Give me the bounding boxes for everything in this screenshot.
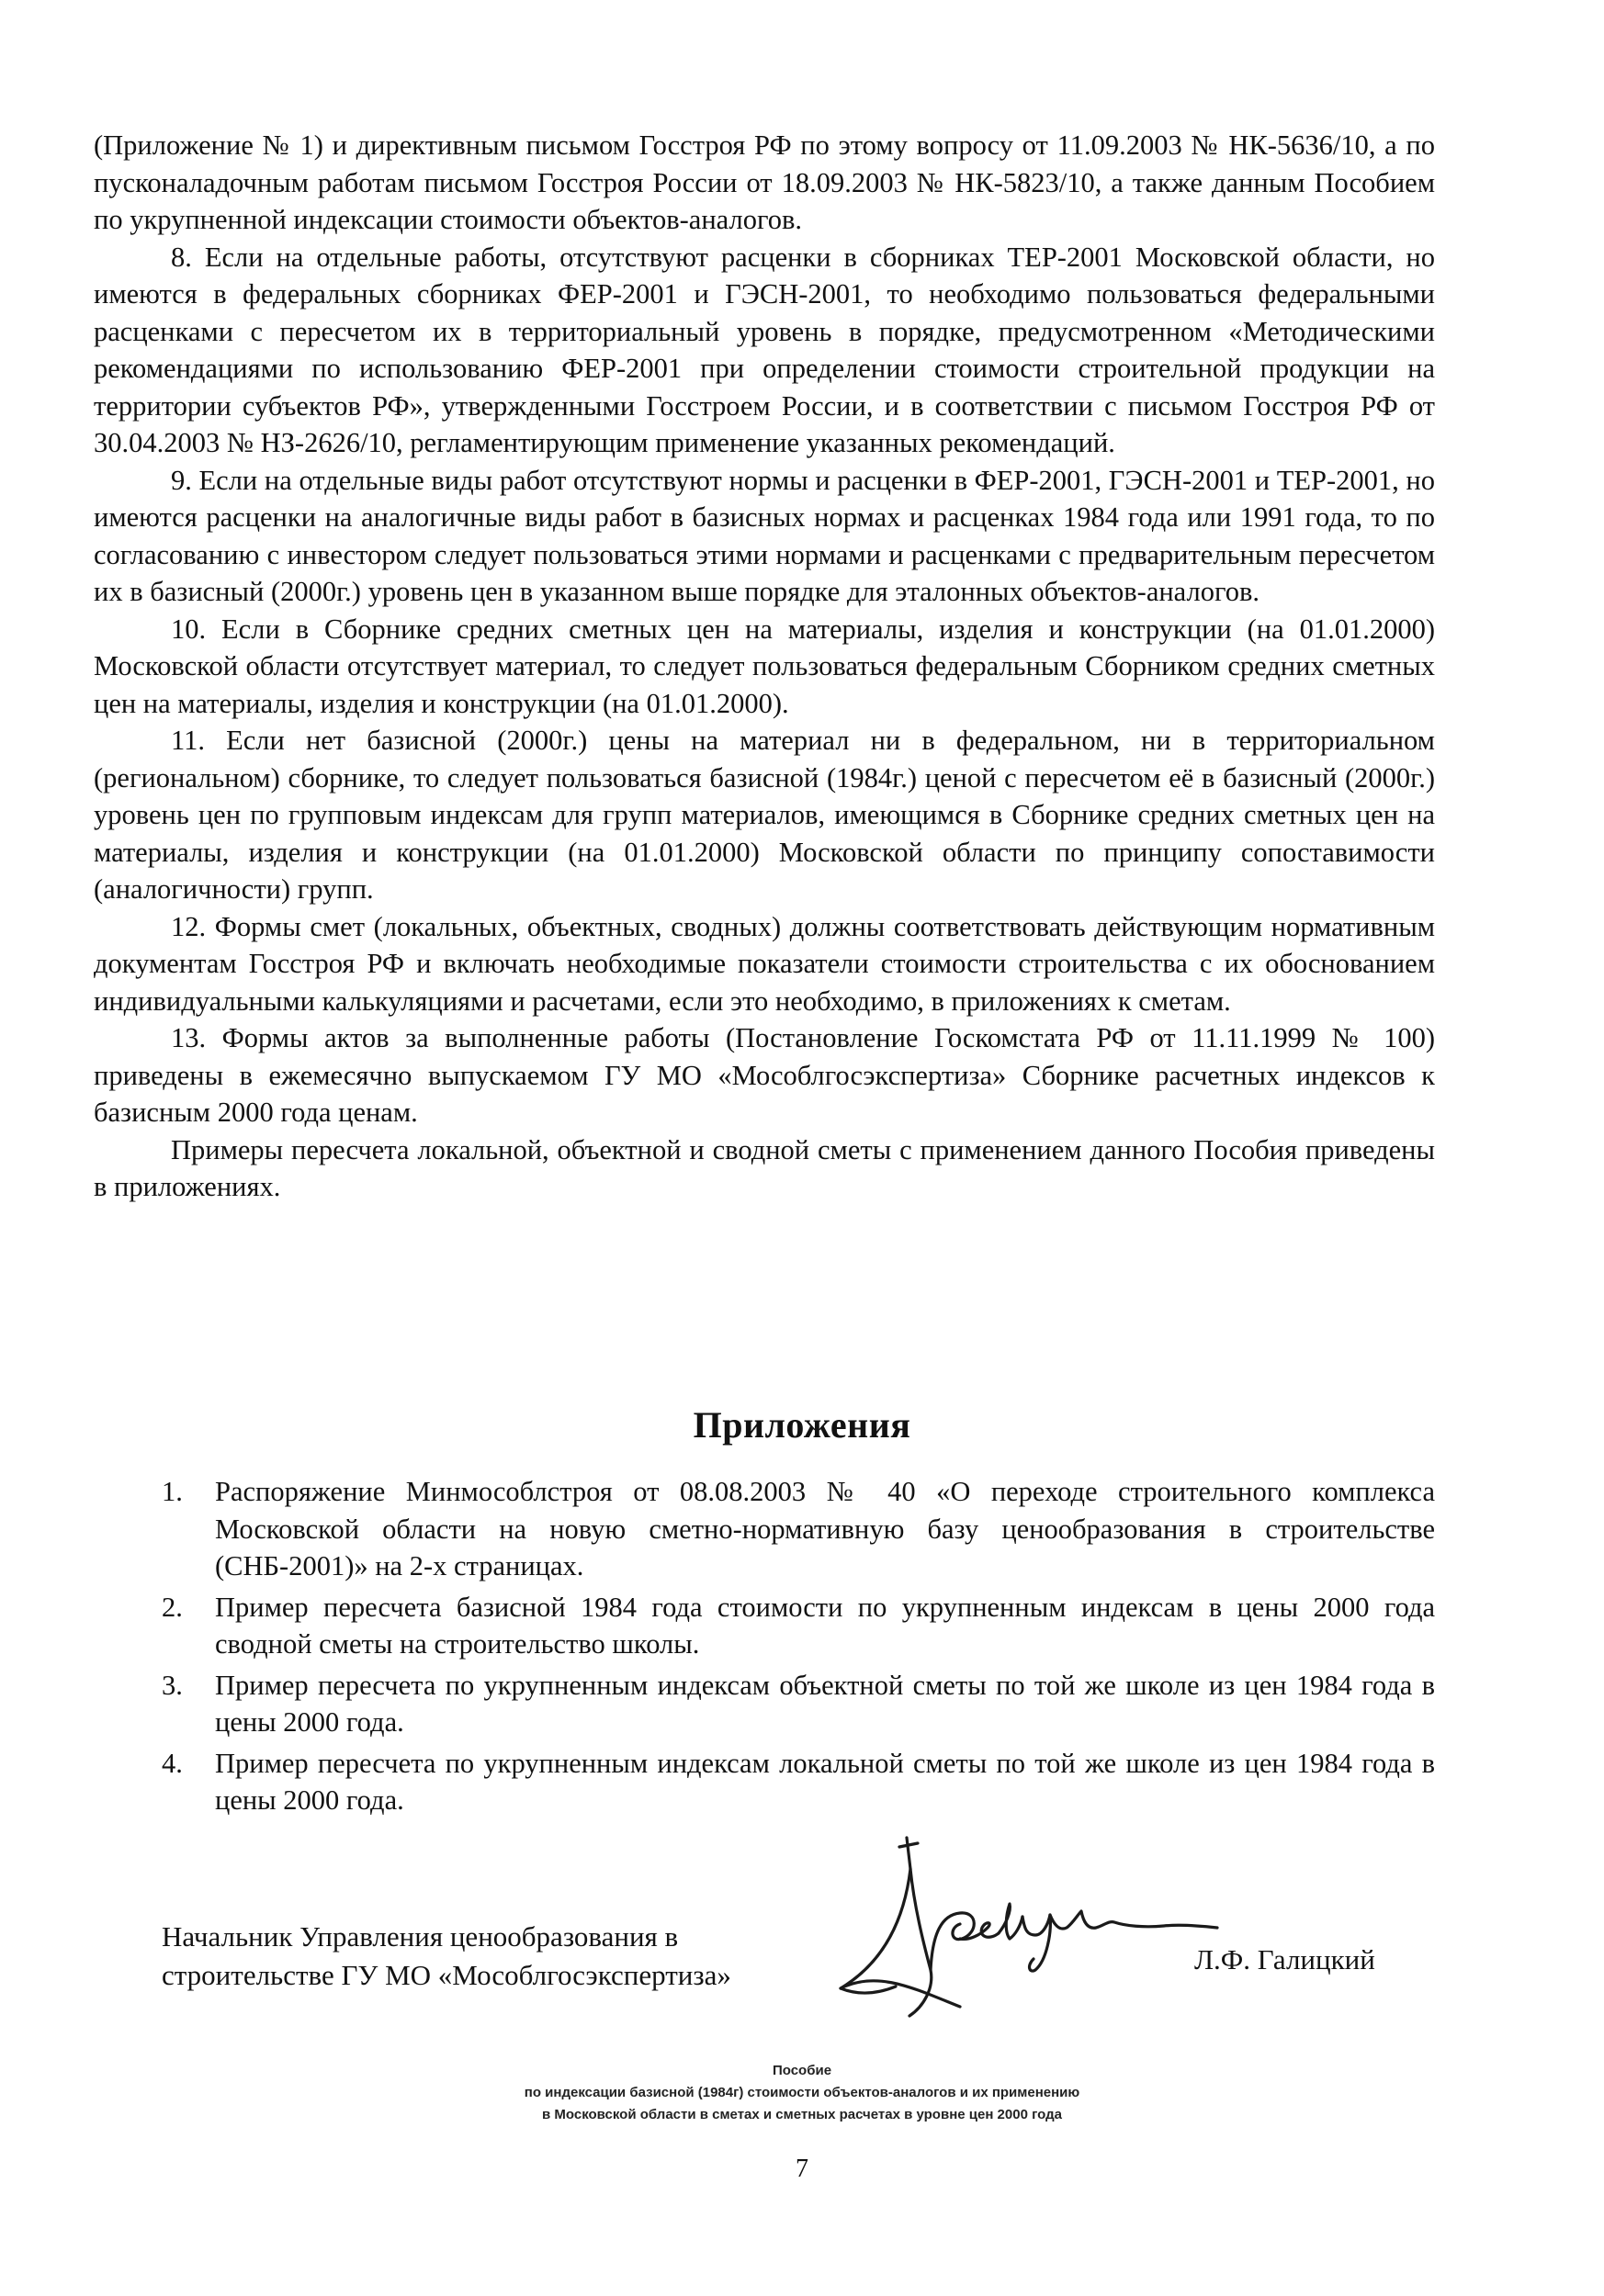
appendix-item-number: 3.	[162, 1669, 183, 1701]
appendix-item-number: 4.	[162, 1747, 183, 1779]
signatory-position-line-1: Начальник Управления ценообразования в	[162, 1920, 679, 1953]
paragraph-examples: Примеры пересчета локальной, объектной и сводной сметы с применением данного Пособия приведены в приложениях.	[94, 1133, 1435, 1202]
paragraph-9: 9. Если на отдельные виды работ отсутствуют нормы и расценки в ФЕР-2001, ГЭСН-2001 и ТЕР-2001, но имеются расценки на аналогичные виды работ в базисных нормах и расценках 1984 года или 1991 года, то по согласованию с инвестором следует пользоваться этими нормами и расценками с предварительным пересчетом их в базисный (2000г.) уровень цен в указанном выше порядке для эталонных объектов-аналогов.	[94, 464, 1435, 607]
signatory-position	[162, 1918, 860, 1995]
paragraph-8: 8. Если на отдельные работы, отсутствуют расценки в сборниках ТЕР-2001 Московской области, но имеются в федеральных сборниках ФЕР-2001 и ГЭСН-2001, то необходимо пользоваться федеральными расценками с пересчетом их в территориальный уровень в порядке, предусмотренном «Методическими рекомендациями по использованию ФЕР-2001 при определении стоимости строительной продукции на территории субъектов РФ», утвержденными Госстроем России, и в соответствии с письмом Госстроя РФ от 30.04.2003 № НЗ-2626/10, регламентирующим применение указанных рекомендаций.	[94, 241, 1435, 458]
appendix-title: Приложения	[693, 1404, 911, 1446]
body-text	[94, 127, 1435, 1206]
appendix-item-number: 1.	[162, 1476, 183, 1507]
appendix-item-text: Пример пересчета по укрупненным индексам объектной сметы по той же школе из цен 1984 года в цены 2000 года.	[215, 1669, 1435, 1738]
page-number: 7	[796, 2155, 808, 2183]
appendix-item-text: Пример пересчета по укрупненным индексам локальной сметы по той же школе из цен 1984 года в цены 2000 года.	[215, 1747, 1435, 1816]
signatory-name: Л.Ф. Галицкий	[1194, 1943, 1375, 1975]
appendix-item-1	[162, 1473, 1435, 1585]
signatory-position-line-2: строительстве ГУ МО «Мособлгосэкспертиза»	[162, 1959, 731, 1991]
appendix-item-4	[162, 1745, 1435, 1819]
appendix-item-3	[162, 1667, 1435, 1741]
appendix-item-text: Распоряжение Минмособлстроя от 08.08.2003 № 40 «О переходе строительного комплекса Московской области на новую сметно-нормативную базу ценообразования в строительстве (СНБ-2001)» на 2-х страницах.	[215, 1476, 1435, 1581]
document-footer	[0, 2060, 1604, 2126]
footer-line-2: по индексации базисной (1984г) стоимости объектов-аналогов и их применению	[524, 2085, 1080, 2100]
paragraph-10: 10. Если в Сборнике средних сметных цен на материалы, изделия и конструкции (на 01.01.2000) Московской области отсутствует материал, то следует пользоваться федеральным Сборником средних сметных цен на материалы, изделия и конструкции (на 01.01.2000).	[94, 613, 1435, 719]
appendix-item-2	[162, 1589, 1435, 1663]
paragraph-12: 12. Формы смет (локальных, объектных, сводных) должны соответствовать действующим нормативным документам Госстроя РФ и включать необходимые показатели стоимости строительства с их обоснованием индивидуальными калькуляциями и расчетами, если это необходимо, в приложениях к сметам.	[94, 910, 1435, 1017]
paragraph-13: 13. Формы актов за выполненные работы (Постановление Госкомстата РФ от 11.11.1999 № 100) приведены в ежемесячно выпускаемом ГУ МО «Мособлгосэкспертиза» Сборнике расчетных индексов к базисным 2000 года ценам.	[94, 1022, 1435, 1128]
handwritten-signature	[822, 1832, 1226, 2043]
footer-line-1: Пособие	[772, 2063, 832, 2078]
paragraph-11: 11. Если нет базисной (2000г.) цены на материал ни в федеральном, ни в территориальном (региональном) сборнике, то следует пользоваться базисной (1984г.) ценой с пересчетом её в базисный (2000г.) уровень цен по групповым индексам для групп материалов, имеющимся в Сборнике средних сметных цен на материалы, изделия и конструкции (на 01.01.2000) Московской области по принципу сопоставимости (аналогичности) групп.	[94, 725, 1435, 905]
paragraph-intro: (Приложение № 1) и директивным письмом Госстроя РФ по этому вопросу от 11.09.2003 № НК-5636/10, а по пусконаладочным работам письмом Госстроя России от 18.09.2003 № НК-5823/10, а также данным Пособием по укрупненной индексации стоимости объектов-аналогов.	[94, 129, 1435, 235]
appendix-list	[162, 1473, 1435, 1823]
footer-line-3: в Московской области в сметах и сметных расчетах в уровне цен 2000 года	[542, 2107, 1062, 2122]
appendix-item-number: 2.	[162, 1591, 183, 1623]
appendix-item-text: Пример пересчета базисной 1984 года стоимости по укрупненным индексам в цены 2000 года сводной сметы на строительство школы.	[215, 1591, 1435, 1660]
